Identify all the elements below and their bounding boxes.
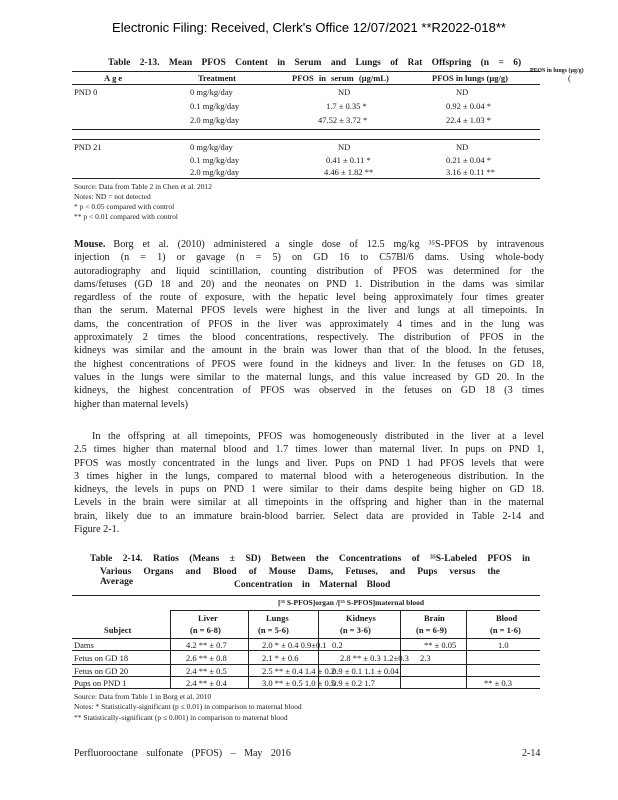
cell-lungs: 3.0 ** ± 0.5 1.0 ± 0.5 — [262, 678, 336, 688]
table-rule — [170, 610, 540, 611]
col-header-age: Age — [104, 73, 125, 83]
table-rule — [72, 178, 540, 179]
col-header-lungs-overlap: PFOS in lungs (µg/g) — [530, 68, 584, 74]
footer-title: Perfluorooctane sulfonate (PFOS) – May 2016 — [74, 748, 291, 759]
table-2-14-caption-line: Table 2-14. Ratios (Means ± SD) Between the Concentrations of ³⁵S-Labeled PFOS in — [90, 554, 530, 564]
cell-kidneys: 0.9 ± 0.1 1.1 ± 0.04 — [332, 666, 399, 676]
col-header-brain: Brain — [424, 613, 445, 623]
table-divider — [400, 610, 401, 688]
table-rule — [72, 650, 540, 651]
cell-serum: 47.52 ± 3.72 * — [318, 115, 368, 125]
cell-treatment: 0 mg/kg/day — [190, 87, 233, 97]
cell-lungs: 2.5 ** ± 0.4 1.4 ± 0.2 — [262, 666, 336, 676]
page-number: 2-14 — [522, 748, 541, 759]
col-header-blood: Blood — [496, 613, 518, 623]
col-header-kidneys: Kidneys — [346, 613, 376, 623]
cell-brain: 2.3 — [420, 653, 431, 663]
table-rule — [72, 676, 540, 677]
table-2-13-caption: Table 2-13. Mean PFOS Content in Serum and Lungs of Rat Offspring (n = 6) — [108, 58, 522, 68]
cell-liver: 2.6 ** ± 0.8 — [186, 653, 227, 663]
col-header-lungs-n: (n = 5-6) — [258, 625, 289, 635]
table-note: Notes: ND = not detected — [74, 192, 151, 201]
stray-paren: ( — [568, 73, 571, 83]
table-2-14-caption-line: Concentration in Maternal Blood — [234, 580, 391, 590]
table-note: ** Statistically-significant (p ≤ 0.001) in comparison to maternal blood — [74, 713, 288, 722]
cell-subject: Fetus on GD 18 — [74, 653, 129, 663]
cell-brain: ** ± 0.05 — [424, 640, 457, 650]
col-header-treatment: Treatment — [198, 73, 236, 83]
cell-lungs: 22.4 ± 1.03 * — [446, 115, 492, 125]
cell-lungs: 2.0 * ± 0.4 0.9±0.1 — [262, 640, 327, 650]
cell-treatment: 2.0 mg/kg/day — [190, 115, 240, 125]
table-rule — [72, 638, 540, 639]
cell-treatment: 2.0 mg/kg/day — [190, 167, 240, 177]
cell-subject: Pups on PND 1 — [74, 678, 127, 688]
cell-lungs: ND — [456, 142, 469, 152]
table-rule — [72, 595, 540, 596]
table-divider — [170, 610, 171, 688]
ratio-header: [³⁵ S-PFOS]organ /[³⁵ S-PFOS]maternal blood — [278, 598, 425, 607]
table-2-14-caption-line: Various Organs and Blood of Mouse Dams, Fetuses, and Pups versus the Average — [100, 567, 500, 587]
cell-subject: Dams — [74, 640, 94, 650]
cell-treatment: 0 mg/kg/day — [190, 142, 233, 152]
cell-lungs: 0.92 ± 0.04 * — [446, 101, 492, 111]
paragraph-offspring: In the offspring at all timepoints, PFOS was homogeneously distributed in the liver at a level 2.5 times higher than maternal blood and 1.7 times lower than maternal liver. In pups on PND 1, PFOS was mostly concentrated in the lungs and liver. Pups on PND 1 had PFOS levels that were 3 times higher in the lungs, compared to maternal blood with a heterogeneous distribution. In the kidneys, the levels in pups on PND 1 were similar to their dams despite being higher on GD 18. Levels in the brain were similar at all timepoints in the offspring and higher than in the maternal brain, likely due to an immature brain-blood barrier. Select data are provided in Table 2-14 and Figure 2-1. — [74, 431, 544, 536]
run-in-heading: Mouse. — [74, 239, 106, 250]
cell-serum: 1.7 ± 0.35 * — [326, 101, 367, 111]
cell-lungs: 0.21 ± 0.04 * — [446, 155, 492, 165]
col-header-kidneys-n: (n = 3-6) — [340, 625, 371, 635]
table-rule — [72, 129, 540, 130]
col-header-serum: PFOS in serum (µg/mL) — [292, 73, 389, 83]
table-rule — [72, 688, 540, 689]
col-header-lungs: Lungs — [266, 613, 289, 623]
cell-lungs: ND — [456, 87, 469, 97]
cell-kidneys: 2.8 ** ± 0.3 1.2±0.3 — [340, 653, 409, 663]
cell-serum: ND — [338, 87, 351, 97]
cell-serum: ND — [338, 142, 351, 152]
table-note: ** p < 0.01 compared with control — [74, 212, 179, 221]
filing-header: Electronic Filing: Received, Clerk's Office 12/07/2021 **R2022-018** — [112, 20, 506, 35]
cell-lungs: 2.1 * ± 0.6 — [262, 653, 299, 663]
col-header-liver: Liver — [198, 613, 218, 623]
table-note: * p < 0.05 compared with control — [74, 202, 175, 211]
table-note: Source: Data from Table 1 in Borg et al. 2010 — [74, 692, 212, 701]
cell-lungs: 3.16 ± 0.11 ** — [446, 167, 495, 177]
cell-subject: Fetus on GD 20 — [74, 666, 129, 676]
table-rule — [72, 71, 540, 72]
table-note: Source: Data from Table 2 in Chen et al. 2012 — [74, 182, 213, 191]
cell-liver: 4.2 ** ± 0.7 — [186, 640, 227, 650]
cell-serum: 0.41 ± 0.11 * — [326, 155, 371, 165]
cell-serum: 4.46 ± 1.82 ** — [324, 167, 374, 177]
cell-treatment: 0.1 mg/kg/day — [190, 101, 240, 111]
col-header-liver-n: (n = 6-8) — [190, 625, 221, 635]
table-divider — [466, 610, 467, 688]
col-header-lungs: PFOS in lungs (µg/g) — [432, 73, 508, 83]
cell-liver: 2.4 ** ± 0.5 — [186, 666, 227, 676]
cell-blood: 1.0 — [498, 640, 509, 650]
cell-age: PND 0 — [74, 87, 98, 97]
paragraph-mouse: Mouse. Borg et al. (2010) administered a single dose of 12.5 mg/kg ³⁵S-PFOS by intravenous injection (n = 1) or gavage (n = 5) on GD 16 to C57Bl/6 dams. Using whole-body autoradiography and liquid scintillation, counting distribution of PFOS was determined for the dams/fetuses (GD 18 and 20) and the neonates on PND 1. Distribution in the dams was similar regardless of the route of exposure, with the hepatic level being approximately four times greater than the serum. Maternal PFOS levels were highest in the liver and lungs at all timepoints. In dams, the concentration of PFOS in the liver was approximately 4 times and in the lung was approximately 2 times the blood concentrations, respectively. The distribution of PFOS in the kidneys was similar and the amount in the brain was lower than that of the blood. In the fetuses, the highest concentrations of PFOS were found in the kidneys and liver. In the fetuses on GD 18, values in the lungs were similar to the maternal lungs, and this value increased by GD 20. In the kidneys, the highest concentration of PFOS was observed in the fetuses on GD 18 (3 times higher than maternal levels) — [74, 239, 544, 410]
col-header-blood-n: (n = 1-6) — [490, 625, 521, 635]
cell-kidneys: 0.9 ± 0.2 1.7 — [332, 678, 375, 688]
table-rule — [72, 84, 540, 85]
table-note: Notes: * Statistically-significant (p ≤ 0.01) in comparison to maternal blood — [74, 702, 302, 711]
cell-liver: 2.4 ** ± 0.4 — [186, 678, 227, 688]
cell-blood: ** ± 0.3 — [484, 678, 513, 688]
col-header-subject: Subject — [104, 625, 132, 635]
cell-age: PND 21 — [74, 142, 102, 152]
table-divider — [248, 610, 249, 688]
table-rule — [72, 139, 540, 140]
cell-kidneys: 0.2 — [332, 640, 343, 650]
col-header-brain-n: (n = 6-9) — [416, 625, 447, 635]
table-rule — [72, 664, 540, 665]
cell-treatment: 0.1 mg/kg/day — [190, 155, 240, 165]
